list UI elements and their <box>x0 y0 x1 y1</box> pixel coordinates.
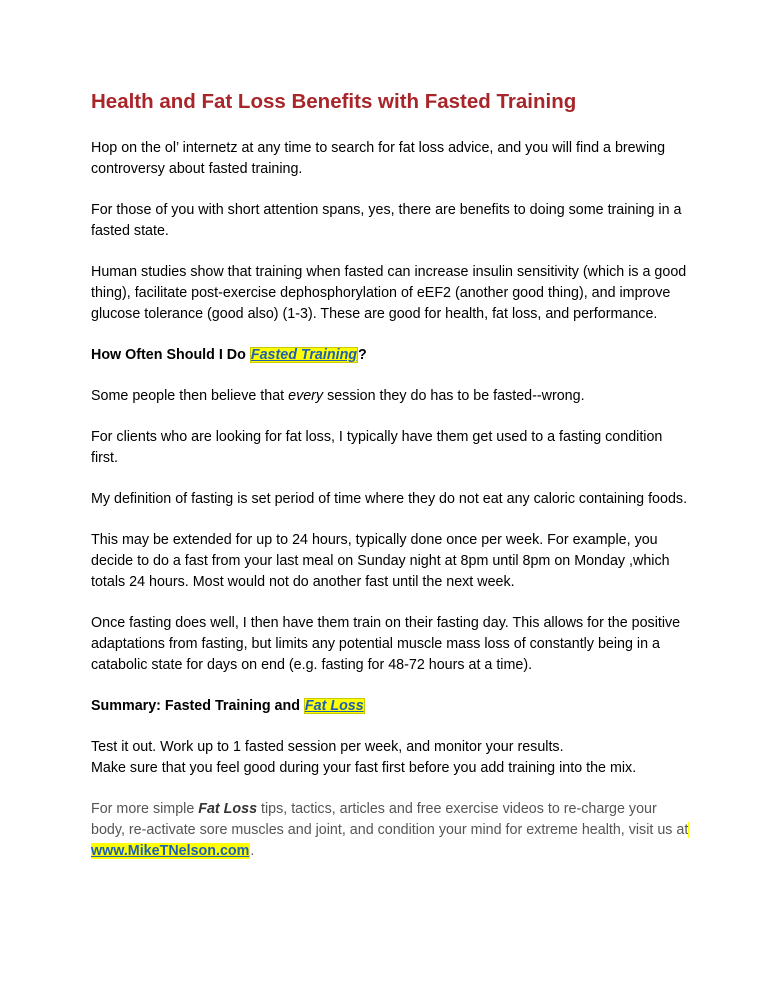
emphasis-fat-loss: Fat Loss <box>198 801 258 817</box>
paragraph-every-session-start: Some people then believe that <box>91 388 289 404</box>
heading-how-often-text: How Often Should I Do <box>91 347 250 363</box>
fat-loss-link[interactable]: Fat Loss <box>304 698 364 714</box>
paragraph-every-session <box>91 386 691 407</box>
paragraph-more-tips-middle: tips, tactics, articles and free exercise videos to re-charge your body, re-activate sore muscles and joint, and condition your mind for extreme health, visit us at <box>91 801 689 838</box>
paragraph-test-line2: Make sure that you feel good during your fast first before you add training into the mix. <box>91 760 637 776</box>
document-title: Health and Fat Loss Benefits with Fasted Training <box>91 90 577 113</box>
paragraph-clients: For clients who are looking for fat loss, I typically have them get used to a fasting condition first. <box>91 429 663 466</box>
paragraph-test-line1: Test it out. Work up to 1 fasted session per week, and monitor your results. <box>91 739 564 755</box>
paragraph-studies: Human studies show that training when fasted can increase insulin sensitivity (which is a good thing), facilitate post-exercise dephosphorylation of eEF2 (another good thing), and improve glucose tolerance (good also) (1-3). These are good for health, fat loss, and performance. <box>91 264 687 322</box>
paragraph-intro: Hop on the ol’ internetz at any time to search for fat loss advice, and you will find a brewing controversy about fasted training. <box>91 140 666 177</box>
heading-summary <box>91 696 691 717</box>
heading-summary-text: Summary: Fasted Training and <box>91 698 304 714</box>
paragraph-test-it-out <box>91 737 691 779</box>
emphasis-every: every <box>288 388 324 404</box>
document-body <box>91 89 691 862</box>
website-link[interactable]: www.MikeTNelson.com <box>91 822 689 859</box>
paragraph-more-tips <box>91 799 691 862</box>
paragraph-more-tips-end: . <box>250 843 255 859</box>
heading-how-often <box>91 345 691 366</box>
paragraph-more-tips-start: For more simple <box>91 801 199 817</box>
paragraph-extended: This may be extended for up to 24 hours, typically done once per week. For example, you decide to do a fast from your last meal on Sunday night at 8pm until 8pm on Monday ,which totals 24 hours. Most would not do another fast until the next week. <box>91 532 670 590</box>
paragraph-definition: My definition of fasting is set period of time where they do not eat any caloric containing foods. <box>91 491 688 507</box>
paragraph-benefits: For those of you with short attention spans, yes, there are benefits to doing some training in a fasted state. <box>91 202 682 239</box>
paragraph-train-fasting-day: Once fasting does well, I then have them train on their fasting day. This allows for the positive adaptations from fasting, but limits any potential muscle mass loss of constantly being in a catabolic state for days on end (e.g. fasting for 48-72 hours at a time). <box>91 615 681 673</box>
fasted-training-link[interactable]: Fasted Training <box>250 347 358 363</box>
heading-how-often-end: ? <box>358 347 367 363</box>
paragraph-every-session-end: session they do has to be fasted--wrong. <box>323 388 585 404</box>
